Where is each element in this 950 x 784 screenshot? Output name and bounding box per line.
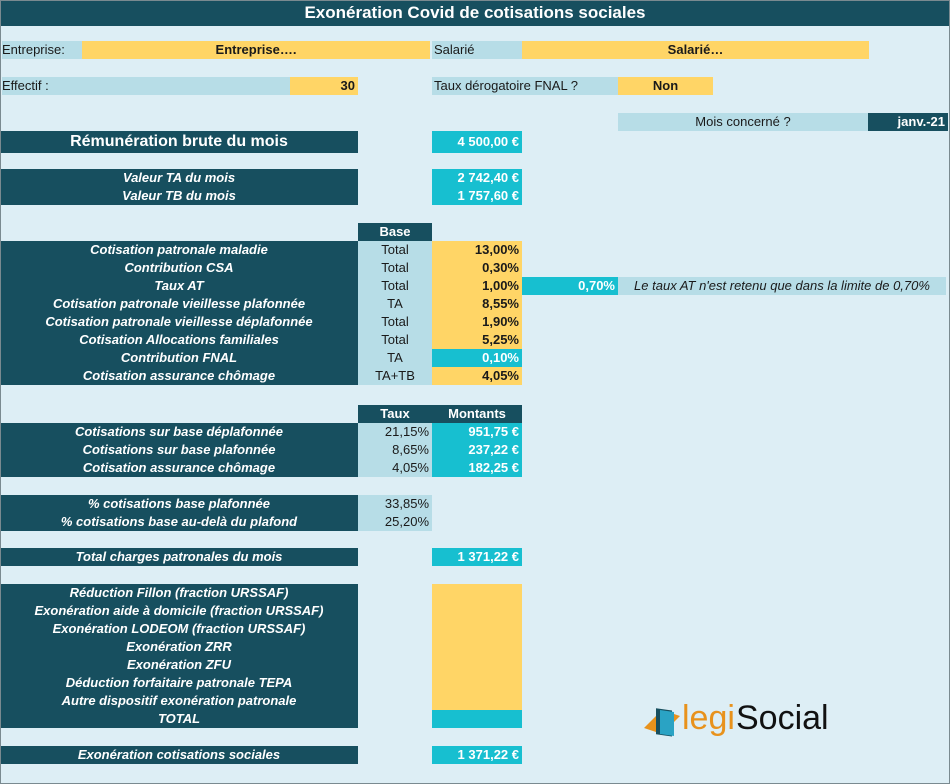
logo-text-legi: legi xyxy=(682,699,735,737)
cotisation-base: Total xyxy=(358,331,432,349)
reductions-input-block[interactable] xyxy=(432,584,522,710)
pourcentage-label: % cotisations base au-delà du plafond xyxy=(0,513,358,531)
montant-label: Cotisation assurance chômage xyxy=(0,459,358,477)
at-limit-value: 0,70% xyxy=(522,277,618,295)
fnal-select[interactable]: Non xyxy=(618,77,713,95)
cotisation-rate[interactable]: 13,00% xyxy=(432,241,522,259)
reduction-total-label: TOTAL xyxy=(0,710,358,728)
cotisation-rate[interactable]: 4,05% xyxy=(432,367,522,385)
cotisation-label: Taux AT xyxy=(0,277,358,295)
montant-taux: 21,15% xyxy=(358,423,432,441)
cotisation-base: Total xyxy=(358,259,432,277)
montant-taux: 8,65% xyxy=(358,441,432,459)
logo-text-social: Social xyxy=(736,699,829,737)
tb-label: Valeur TB du mois xyxy=(0,187,358,205)
montants-header: Montants xyxy=(432,405,522,423)
cotisation-label: Cotisation patronale maladie xyxy=(0,241,358,259)
cotisation-label: Contribution FNAL xyxy=(0,349,358,367)
cotisation-base: Total xyxy=(358,241,432,259)
ta-value: 2 742,40 € xyxy=(432,169,522,187)
ta-label: Valeur TA du mois xyxy=(0,169,358,187)
montant-label: Cotisations sur base plafonnée xyxy=(0,441,358,459)
mois-label: Mois concerné ? xyxy=(618,113,868,131)
fnal-label: Taux dérogatoire FNAL ? xyxy=(432,77,618,95)
effectif-input[interactable]: 30 xyxy=(290,77,358,95)
exoneration-label: Exonération cotisations sociales xyxy=(0,746,358,764)
cotisation-label: Cotisation patronale vieillesse déplafonnée xyxy=(0,313,358,331)
taux-header: Taux xyxy=(358,405,432,423)
effectif-label: Effectif : xyxy=(2,77,290,95)
cotisation-rate[interactable]: 1,90% xyxy=(432,313,522,331)
cotisation-label: Cotisation patronale vieillesse plafonnée xyxy=(0,295,358,313)
entreprise-label: Entreprise: xyxy=(2,41,82,59)
base-header: Base xyxy=(358,223,432,241)
cotisation-label: Cotisation assurance chômage xyxy=(0,367,358,385)
reduction-label: Exonération LODEOM (fraction URSSAF) xyxy=(0,620,358,638)
at-note: Le taux AT n'est retenu que dans la limite de 0,70% xyxy=(618,277,946,295)
cotisation-rate[interactable]: 8,55% xyxy=(432,295,522,313)
legisocial-logo-icon xyxy=(640,702,684,742)
reduction-label: Exonération ZFU xyxy=(0,656,358,674)
montant-value: 237,22 € xyxy=(432,441,522,459)
remuneration-value: 4 500,00 € xyxy=(432,131,522,153)
reduction-label: Déduction forfaitaire patronale TEPA xyxy=(0,674,358,692)
pourcentage-label: % cotisations base plafonnée xyxy=(0,495,358,513)
legisocial-logo xyxy=(640,696,870,746)
montant-value: 182,25 € xyxy=(432,459,522,477)
reduction-label: Réduction Fillon (fraction URSSAF) xyxy=(0,584,358,602)
cotisation-rate[interactable]: 1,00% xyxy=(432,277,522,295)
cotisation-label: Cotisation Allocations familiales xyxy=(0,331,358,349)
exoneration-value: 1 371,22 € xyxy=(432,746,522,764)
reduction-label: Autre dispositif exonération patronale xyxy=(0,692,358,710)
total-charges-value: 1 371,22 € xyxy=(432,548,522,566)
cotisation-base: TA+TB xyxy=(358,367,432,385)
cotisation-rate: 0,10% xyxy=(432,349,522,367)
pourcentage-value: 33,85% xyxy=(358,495,432,513)
montant-taux: 4,05% xyxy=(358,459,432,477)
cotisation-rate[interactable]: 5,25% xyxy=(432,331,522,349)
total-charges-label: Total charges patronales du mois xyxy=(0,548,358,566)
cotisation-base: TA xyxy=(358,295,432,313)
reductions-total-cell xyxy=(432,710,522,728)
montant-label: Cotisations sur base déplafonnée xyxy=(0,423,358,441)
tb-value: 1 757,60 € xyxy=(432,187,522,205)
cotisation-rate[interactable]: 0,30% xyxy=(432,259,522,277)
page-title: Exonération Covid de cotisations sociales xyxy=(0,0,950,26)
montant-value: 951,75 € xyxy=(432,423,522,441)
salarie-label: Salarié xyxy=(432,41,522,59)
remuneration-label: Rémunération brute du mois xyxy=(0,131,358,153)
cotisation-base: Total xyxy=(358,313,432,331)
cotisation-base: TA xyxy=(358,349,432,367)
mois-select[interactable]: janv.-21 xyxy=(868,113,948,131)
cotisation-base: Total xyxy=(358,277,432,295)
entreprise-input[interactable]: Entreprise…. xyxy=(82,41,430,59)
reduction-label: Exonération ZRR xyxy=(0,638,358,656)
reduction-label: Exonération aide à domicile (fraction URSSAF) xyxy=(0,602,358,620)
salarie-input[interactable]: Salarié… xyxy=(522,41,869,59)
pourcentage-value: 25,20% xyxy=(358,513,432,531)
cotisation-label: Contribution CSA xyxy=(0,259,358,277)
